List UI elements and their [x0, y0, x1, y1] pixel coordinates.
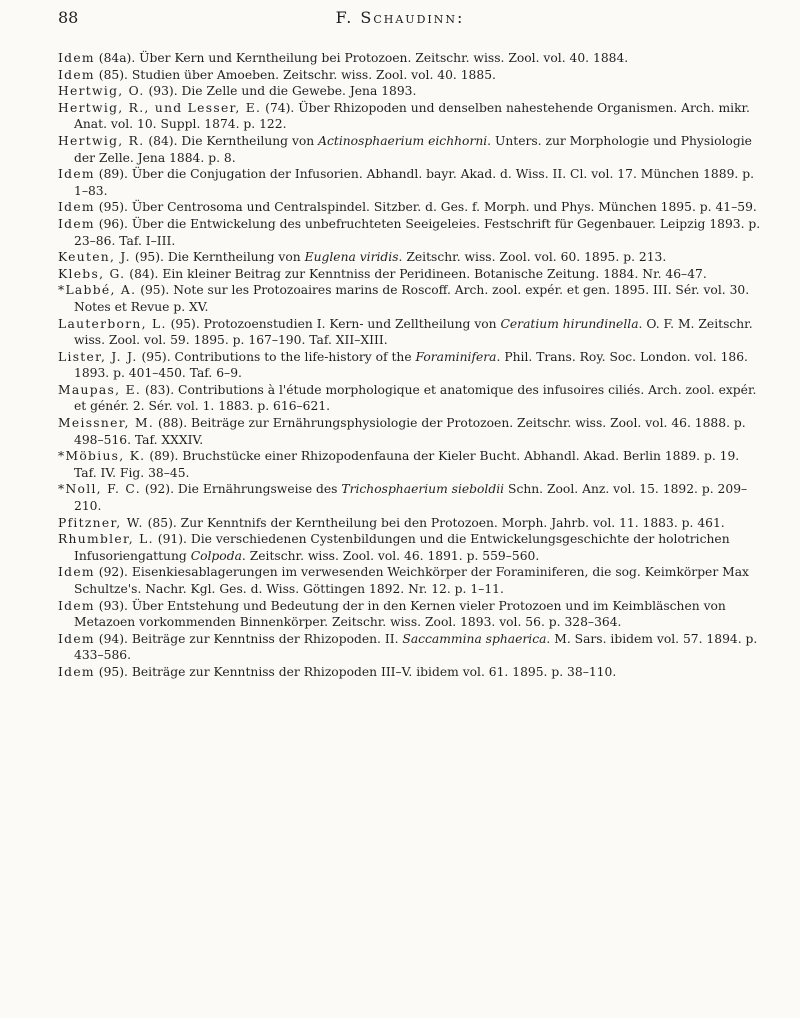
entry-author: Keuten, J. — [58, 250, 131, 265]
entry-author: Idem — [58, 631, 95, 646]
entry-text: (84). Die Kerntheilung von — [144, 133, 319, 148]
bibliography-entry — [58, 166, 764, 199]
entry-italic-title: Foraminifera — [415, 349, 497, 364]
entry-text: (85). Studien über Amoeben. Zeitschr. wiss. Zool. vol. 40. 1885. — [94, 67, 496, 82]
bibliography-entry — [58, 664, 764, 681]
entry-text: (95). Contributions to the life-history of the — [137, 349, 416, 364]
entry-text: (96). Über die Entwickelung des unbefruchteten Seeigeleies. Festschrift für Gegenbauer. Leipzig 1893. p. 23–86. Taf. I–III. — [74, 216, 761, 248]
bibliography-list — [58, 50, 764, 681]
entry-author: Idem — [58, 216, 95, 231]
entry-text: (89). Über die Conjugation der Infusorien. Abhandl. bayr. Akad. d. Wiss. II. Cl. vol. 17. München 1889. p. 1–83. — [74, 167, 755, 198]
entry-text: (95). Protozoenstudien I. Kern- und Zelltheilung von — [166, 316, 501, 331]
entry-author: Lauterborn, L. — [58, 316, 167, 331]
entry-author: Hertwig, R., und Lesser, E. — [58, 100, 262, 115]
entry-italic-title: Trichosphaerium sieboldii — [341, 482, 505, 497]
entry-text: (89). Bruchstücke einer Rhizopodenfauna der Kieler Bucht. Abhandl. Akad. Berlin 1889. p. 19. Taf. IV. Fig. 38–45. — [74, 449, 740, 480]
entry-author: *Labbé, A. — [58, 283, 137, 298]
bibliography-entry — [58, 631, 764, 664]
entry-text-continued: . O. F. M. Zeitschr. wiss. Zool. vol. 59. 1895. p. 167–190. Taf. XII–XIII. — [74, 316, 753, 348]
entry-text-continued: . M. Sars. ibidem vol. 57. 1894. p. 433–586. — [74, 631, 758, 663]
entry-author: Idem — [58, 664, 95, 679]
entry-text-continued: . Zeitschr. wiss. Zool. vol. 60. 1895. p. 213. — [398, 250, 667, 265]
entry-text: (94). Beiträge zur Kenntniss der Rhizopoden. II. — [94, 631, 403, 646]
entry-author: Klebs, G. — [58, 266, 126, 281]
bibliography-entry — [58, 83, 764, 100]
entry-text-continued: . Zeitschr. wiss. Zool. vol. 46. 1891. p. 559–560. — [241, 548, 540, 563]
entry-author: Idem — [58, 167, 95, 182]
entry-italic-title: Colpoda — [190, 548, 242, 563]
entry-italic-title: Saccammina sphaerica — [402, 631, 547, 646]
entry-text: (91). Die verschiedenen Cystenbildungen und die Entwickelungsgeschichte der holotrichen Infusoriengattung — [74, 532, 730, 563]
bibliography-entry — [58, 448, 764, 481]
entry-text: (93). Die Zelle und die Gewebe. Jena 1893. — [144, 84, 417, 99]
bibliography-entry — [58, 50, 764, 67]
page-number: 88 — [58, 8, 79, 27]
bibliography-entry — [58, 564, 764, 597]
bibliography-entry — [58, 282, 764, 315]
entry-text-continued: . Phil. Trans. Roy. Soc. London. vol. 186. 1893. p. 401–450. Taf. 6–9. — [74, 349, 748, 381]
entry-author: Meissner, M. — [58, 416, 155, 431]
bibliography-entry — [58, 199, 764, 216]
entry-author: Hertwig, R. — [58, 133, 145, 148]
entry-author: Idem — [58, 51, 95, 65]
entry-author: Lister, J. J. — [58, 349, 138, 364]
entry-text-continued: . Unters. zur Morphologie und Physiologie der Zelle. Jena 1884. p. 8. — [74, 133, 752, 165]
bibliography-entry — [58, 481, 764, 514]
entry-text: (88). Beiträge zur Ernährungsphysiologie der Protozoen. Zeitschr. wiss. Zool. vol. 46. 1888. p. 498–516. Taf. XXXIV. — [74, 416, 746, 447]
entry-text-continued: Schn. Zool. Anz. vol. 15. 1892. p. 209–210. — [74, 482, 748, 514]
entry-text: (84). Ein kleiner Beitrag zur Kenntniss der Peridineen. Botanische Zeitung. 1884. Nr. 46–47. — [125, 266, 707, 281]
entry-author: Rhumbler, L. — [58, 532, 154, 547]
page-header — [58, 8, 742, 30]
entry-author: Hertwig, O. — [58, 84, 145, 99]
bibliography-entry — [58, 316, 764, 349]
entry-text: (83). Contributions à l'étude morphologique et anatomique des infusoires ciliés. Arch. zool. expér. et génér. 2. Sér. vol. 1. 1883. p. 616–621. — [74, 382, 757, 414]
running-head: F. Schaudinn: — [335, 8, 465, 27]
entry-italic-title: Actinosphaerium eichhorni — [318, 133, 488, 148]
entry-author: Idem — [58, 598, 95, 613]
entry-author: Idem — [58, 200, 95, 215]
bibliography-entry — [58, 598, 764, 631]
entry-text: (95). Über Centrosoma und Centralspindel. Sitzber. d. Ges. f. Morph. und Phys. München 1895. p. 41–59. — [94, 200, 757, 215]
entry-text: (92). Eisenkiesablagerungen im verwesenden Weichkörper der Foraminiferen, die sog. Keimkörper Max Schultze's. Nachr. Kgl. Ges. d. Wiss. Göttingen 1892. Nr. 12. p. 1–11. — [74, 565, 749, 596]
entry-text: (95). Note sur les Protozoaires marins de Roscoff. Arch. zool. expér. et gen. 1895. III. Sér. vol. 30. Notes et Revue p. XV. — [74, 283, 750, 314]
entry-text: (95). Beiträge zur Kenntniss der Rhizopoden III–V. ibidem vol. 61. 1895. p. 38–110. — [94, 664, 617, 679]
entry-author: Idem — [58, 67, 95, 82]
entry-text: (74). Über Rhizopoden und denselben nahestehende Organismen. Arch. mikr. Anat. vol. 10. Suppl. 1874. p. 122. — [74, 100, 750, 132]
entry-text: (85). Zur Kenntnifs der Kerntheilung bei den Protozoen. Morph. Jahrb. vol. 11. 1883. p. 461. — [143, 515, 725, 530]
bibliography-entry — [58, 382, 764, 415]
bibliography-entry — [58, 100, 764, 133]
entry-author: Maupas, E. — [58, 382, 142, 397]
bibliography-entry — [58, 67, 764, 84]
entry-italic-title: Euglena viridis — [304, 250, 399, 265]
entry-text: (93). Über Entstehung und Bedeutung der in den Kernen vieler Protozoen und im Keimbläschen von Metazoen vorkommenden Binnenkörper. Zeitschr. wiss. Zool. 1893. vol. 56. p. 328–364. — [74, 598, 726, 630]
bibliography-entry — [58, 249, 764, 266]
entry-italic-title: Ceratium hirundinella — [500, 316, 639, 331]
bibliography-entry — [58, 266, 764, 283]
entry-author: Idem — [58, 565, 95, 580]
bibliography-entry — [58, 133, 764, 166]
entry-author: *Noll, F. C. — [58, 482, 141, 497]
bibliography-entry — [58, 531, 764, 564]
bibliography-entry — [58, 216, 764, 249]
entry-author: Pfitzner, W. — [58, 515, 144, 530]
entry-author: *Möbius, K. — [58, 449, 146, 464]
entry-text: (95). Die Kerntheilung von — [130, 250, 305, 265]
entry-text: (92). Die Ernährungsweise des — [140, 482, 342, 497]
bibliography-entry — [58, 415, 764, 448]
bibliography-entry — [58, 349, 764, 382]
bibliography-entry — [58, 515, 764, 532]
entry-text: (84a). Über Kern und Kerntheilung bei Protozoen. Zeitschr. wiss. Zool. vol. 40. 1884. — [94, 51, 629, 65]
